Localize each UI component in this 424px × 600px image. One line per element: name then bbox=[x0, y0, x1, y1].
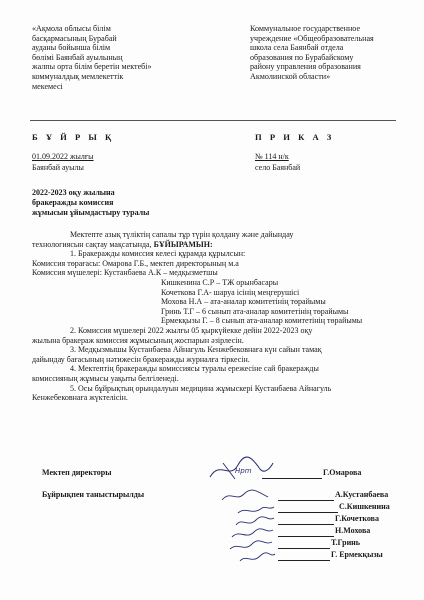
place-right: село Баянбай bbox=[255, 163, 301, 172]
ack-line-4 bbox=[278, 536, 334, 537]
header-right-line: району управления образования bbox=[250, 62, 361, 72]
subject-line: жұмысын ұйымдастыру туралы bbox=[32, 208, 150, 217]
item-3: 3. Медқызмышы Кустанбаева Айнагуль Кенжебековнаға күн сайын тамақ bbox=[70, 345, 322, 355]
commission-member: Кочеткова Г.А- шаруа ісінің меңгерушісі bbox=[161, 287, 300, 297]
ack-name-1: А.Кустанбаева bbox=[335, 490, 389, 499]
commission-chair: Комиссия төрағасы: Омарова Г.Б., мектеп директорының м.а bbox=[32, 258, 239, 268]
header-left-line: мекемесі bbox=[32, 81, 63, 91]
header-left-line: ауданы бойынша білім bbox=[32, 43, 111, 53]
header-left-line: басқармасының Бурабай bbox=[32, 33, 117, 43]
ack-line-6 bbox=[278, 560, 330, 561]
commission-member: Ермекқызы Г. – 8 сынып ата-аналар комитетінің төрайымы bbox=[161, 316, 363, 326]
header-left-line: коммуналдық мемлекеттік bbox=[32, 71, 124, 81]
header-right-line: школа села Баянбай отдела bbox=[250, 43, 344, 53]
commission-members-intro: Комиссия мүшелері: Кустанбаева А.К – медқызметшы bbox=[32, 268, 218, 278]
title-buiryk: Б Ұ Й Р Ы Қ bbox=[32, 132, 115, 142]
ack-line-3 bbox=[278, 524, 334, 525]
header-right-line: образования по Бурабайскому bbox=[250, 52, 354, 62]
item-2: 2. Комиссия мүшелері 2022 жылғы 05 қыркүйекке дейін 2022-2023 оқу bbox=[70, 325, 313, 335]
item-2-cont: жылына бракераж комиссия жұмысының жоспарын әзірлесін. bbox=[32, 335, 244, 345]
director-signature bbox=[205, 455, 275, 485]
preamble-line bbox=[32, 240, 362, 250]
item-3-cont: дайындау бағасының нәтижесін бракеражды журналға тіркесін. bbox=[32, 354, 250, 364]
place-left: Баянбай ауылы bbox=[32, 163, 84, 172]
commission-member: Гринь Т.Г – 6 сынып ата-аналар комитетінің төрайымы bbox=[161, 306, 349, 316]
ack-line-5 bbox=[278, 548, 330, 549]
ack-line-1 bbox=[278, 500, 334, 501]
ack-name-2: С.Кишкенина bbox=[339, 502, 390, 511]
preamble-command: БҰЙЫРАМЫН: bbox=[153, 239, 213, 249]
director-label: Мектеп директоры bbox=[42, 468, 112, 477]
header-left-line: бөлімі Баянбай ауылының bbox=[32, 52, 123, 62]
item-5-cont: Кенжебековнаға жүктелісін. bbox=[32, 393, 128, 403]
order-body bbox=[32, 230, 362, 403]
header-right-line: учреждение «Общеобразовательная bbox=[250, 33, 374, 43]
header-left-line: «Ақмола облысы білім bbox=[32, 24, 111, 33]
header-left-line: жалпы орта білім беретін мектебі» bbox=[32, 62, 152, 72]
item-4: 4. Мектептің бракеражды комиссиясы туралы ережесіне сай бракеражды bbox=[70, 364, 319, 374]
preamble-text: технологиясын сақтау мақсатында, bbox=[32, 239, 154, 249]
subject-line: 2022-2023 оқу жылына bbox=[32, 188, 115, 197]
item-4-cont: комиссияның жұмысы уақыты белгіленеді. bbox=[32, 373, 179, 383]
item-5: 5. Осы бұйрықтың орындалуын медицина жұмыскері Кустанбаева Айнагуль bbox=[70, 383, 332, 393]
order-number: № 114 н/к bbox=[255, 152, 289, 161]
ack-name-4: Н.Мохова bbox=[335, 526, 371, 535]
ack-name-6: Г. Ермекқызы bbox=[331, 550, 383, 559]
order-subject bbox=[32, 188, 149, 218]
header-right-line: Коммунальное государственное bbox=[250, 24, 361, 33]
commission-member: Кишкенина С.Р – ТЖ орынбасары bbox=[161, 277, 279, 287]
header-left-kk bbox=[32, 24, 152, 91]
subject-line: бракеражды комиссия bbox=[32, 198, 114, 207]
header-right-line: Акмолинской области» bbox=[250, 71, 331, 81]
order-date: 01.09.2022 жылғы bbox=[32, 152, 94, 161]
acknowledgement-signatures bbox=[218, 484, 278, 568]
ack-name-5: Т.Гринь bbox=[331, 538, 361, 547]
commission-member: Мохова Н.А – ата-аналар комитетінің төрайымы bbox=[161, 297, 326, 307]
svg-text:Hpm: Hpm bbox=[235, 467, 252, 475]
item-1: 1. Бракеражды комиссия келесі құрамда құрылсын: bbox=[70, 249, 246, 259]
header-divider bbox=[30, 120, 396, 121]
acknowledged-label: Бұйрықпен таныстырылды bbox=[42, 490, 145, 499]
header-right-ru bbox=[250, 24, 374, 82]
ack-line-2 bbox=[278, 512, 338, 513]
title-prikaz: П Р И К А З bbox=[255, 132, 335, 142]
preamble-line: Мектепте азық түліктің сапалы тұр түрін қолдану және дайындау bbox=[70, 230, 294, 239]
ack-name-3: Г.Кочеткова bbox=[335, 514, 379, 523]
director-name: Г.Омарова bbox=[323, 468, 362, 477]
